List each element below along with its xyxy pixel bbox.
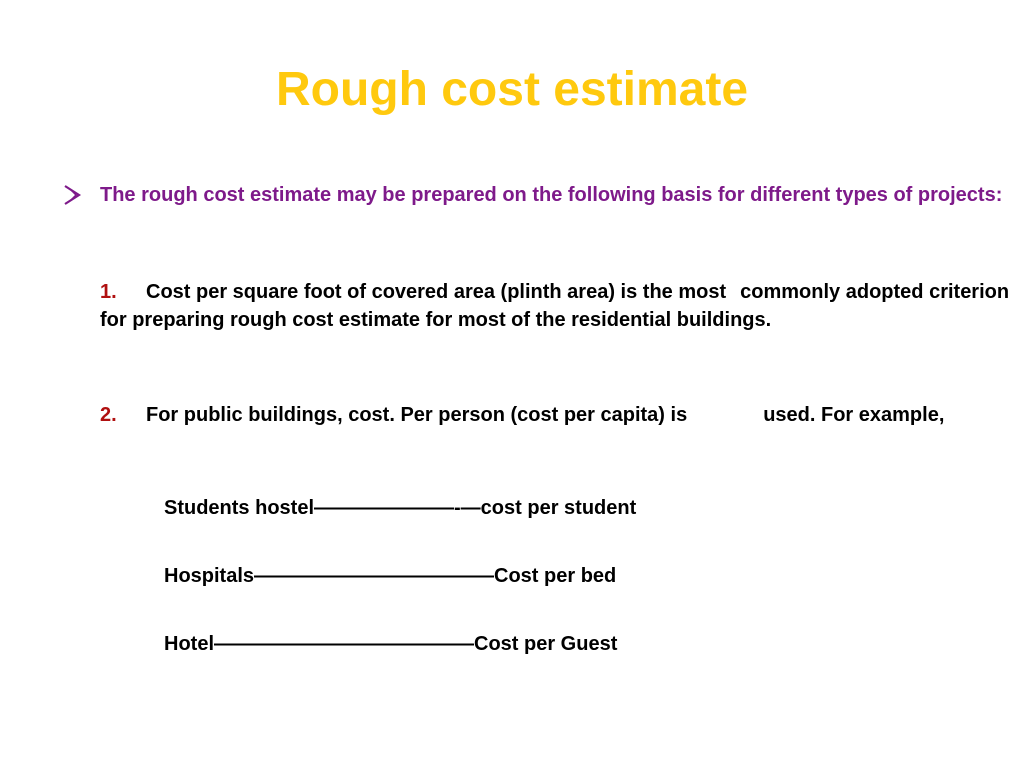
item-text-rest: example,	[858, 404, 945, 426]
example-hotel: Hotel—————————————Cost per Guest	[164, 633, 618, 655]
example-students-hostel: Students hostel———————-—cost per student	[164, 497, 637, 519]
item-text-start: For public buildings, cost. Per person (cost per capita) is	[146, 404, 688, 426]
item-text-start: Cost per square foot of covered area (plinth area) is the most	[146, 281, 727, 303]
arrow-bullet-icon	[62, 184, 86, 206]
list-item-1	[100, 278, 1010, 334]
item-text-end: commonly	[740, 281, 841, 303]
intro-text: The rough cost estimate may be prepared on the following basis for different types of projects:	[100, 184, 1003, 206]
item-number: 1.	[100, 281, 117, 303]
item-text-end: used. For	[763, 404, 854, 426]
item-text-rest: adopted criterion for preparing rough cost estimate for most of the residential buildings.	[100, 281, 1010, 331]
slide-title: Rough cost estimate	[275, 63, 749, 116]
list-item-2	[100, 401, 1010, 429]
item-number: 2.	[100, 404, 117, 426]
example-hospitals: Hospitals————————————Cost per bed	[164, 565, 617, 587]
